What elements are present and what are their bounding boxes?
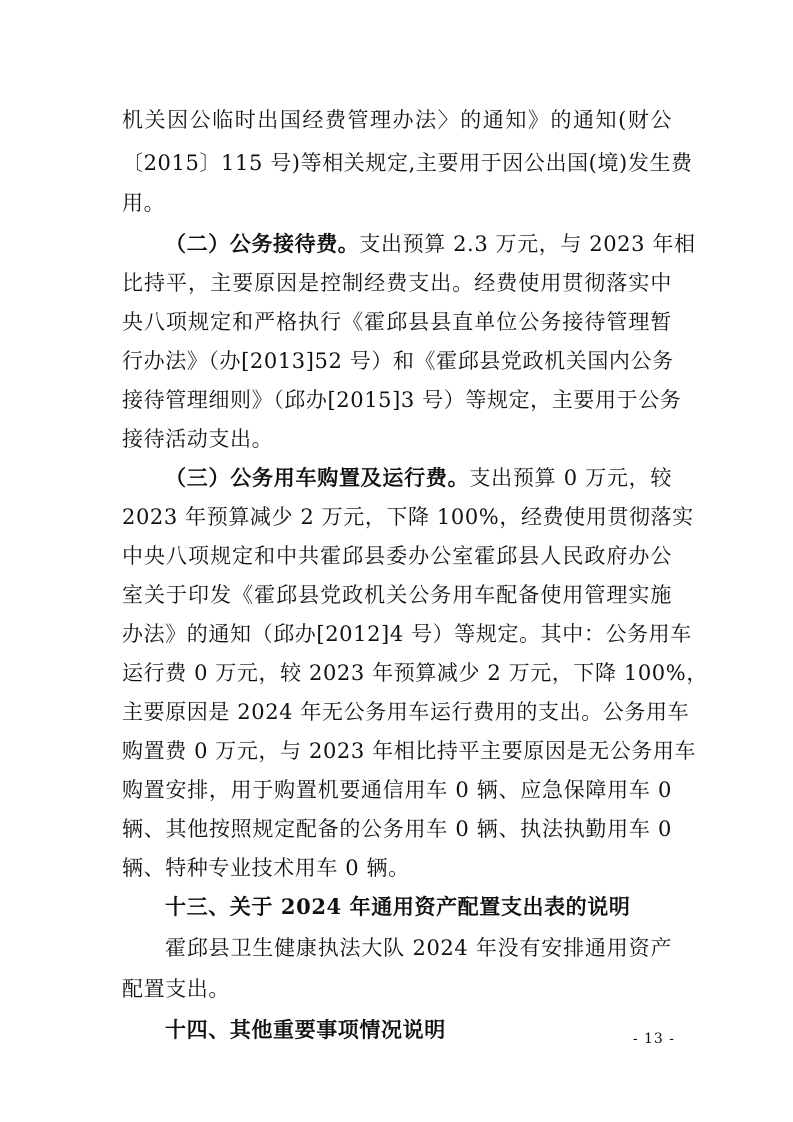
text-line: 〔2015〕115 号)等相关规定,主要用于因公出国(境)发生费 [122, 151, 693, 175]
text-line: 霍邱县卫生健康执法大队 2024 年没有安排通用资产 [165, 936, 672, 960]
subsection-heading: （三）公务用车购置及运行费。 [165, 465, 470, 490]
text-line: 央八项规定和严格执行《霍邱县县直单位公务接待管理暂 [122, 310, 672, 334]
text-line: 比持平，主要原因是控制经费支出。经费使用贯彻落实中 [122, 271, 672, 295]
section-heading: 十四、其他重要事项情况说明 [165, 1017, 446, 1042]
paragraph-first-line [165, 229, 696, 259]
text-line: 办法》的通知（邱办[2012]4 号）等规定。其中：公务用车 [122, 622, 692, 646]
text-run: 支出预算 0 万元，较 [469, 466, 673, 490]
text-line: 配置支出。 [122, 977, 230, 1001]
text-line: 主要原因是 2024 年无公务用车运行费用的支出。公务用车 [122, 700, 690, 724]
text-line: 行办法》（办[2013]52 号）和《霍邱县党政机关国内公务 [122, 349, 674, 373]
text-line: 中央八项规定和中共霍邱县委办公室霍邱县人民政府办公 [122, 544, 672, 568]
text-line: 用。 [122, 191, 166, 215]
text-line: 购置费 0 万元，与 2023 年相比持平主要原因是无公务用车 [122, 739, 697, 763]
text-line: 2023 年预算减少 2 万元，下降 100%，经费使用贯彻落实 [122, 505, 694, 529]
text-line: 购置安排，用于购置机要通信用车 0 辆、应急保障用车 0 [122, 778, 672, 802]
text-run: 支出预算 2.3 万元，与 2023 年相 [359, 232, 696, 256]
text-line: 接待活动支出。 [122, 427, 274, 451]
text-line: 辆、其他按照规定配备的公务用车 0 辆、执法执勤用车 0 [122, 817, 672, 841]
text-line: 机关因公临时出国经费管理办法〉的通知》的通知(财公 [122, 108, 672, 132]
paragraph-first-line [165, 463, 672, 493]
page-number: - 13 - [632, 1031, 675, 1047]
subsection-heading: （二）公务接待费。 [165, 231, 360, 256]
text-line: 辆、特种专业技术用车 0 辆。 [122, 856, 410, 880]
text-line: 运行费 0 万元，较 2023 年预算减少 2 万元，下降 100%， [122, 661, 708, 685]
text-line: 室关于印发《霍邱县党政机关公务用车配备使用管理实施 [122, 583, 672, 607]
section-heading: 十三、关于 2024 年通用资产配置支出表的说明 [165, 894, 631, 919]
text-line: 接待管理细则》（邱办[2015]3 号）等规定，主要用于公务 [122, 388, 682, 412]
